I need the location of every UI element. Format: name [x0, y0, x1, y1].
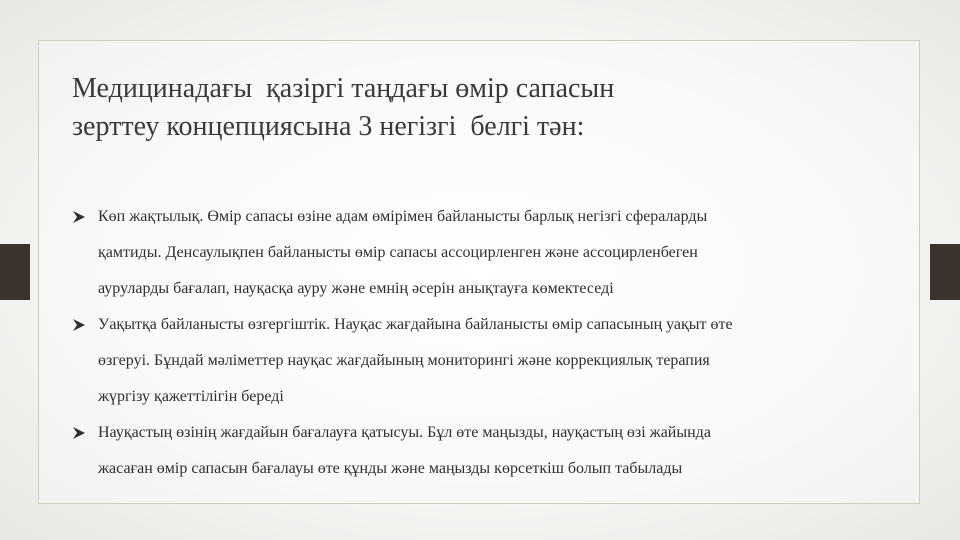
bullet-text-line: Науқастың өзінің жағдайын бағалауға қатысуы. Бұл өте маңызды, науқастың өзі жайында	[98, 424, 711, 441]
arrowhead-bullet-icon	[72, 199, 90, 235]
bullet-text-line: өзгеруі. Бұндай мәліметтер науқас жағдайының мониторингі және коррекциялық терапия	[98, 352, 710, 369]
bullet-text-line: жүргізу қажеттілігін береді	[98, 388, 284, 405]
slide-title	[72, 70, 892, 146]
bullet-list	[72, 199, 912, 487]
arrowhead-bullet-icon	[72, 307, 90, 343]
bullet-text-line: Уақытқа байланысты өзгергіштік. Науқас жағдайына байланысты өмір сапасының уақыт өте	[98, 316, 733, 333]
right-side-tab	[930, 244, 960, 300]
slide-title-line-2: зерттеу концепциясына 3 негізгі белгі тән:	[72, 111, 585, 142]
left-side-tab	[0, 244, 30, 300]
bullet-text-line: жасаған өмір сапасын бағалауы өте құнды және маңызды көрсеткіш болып табылады	[98, 460, 683, 477]
bullet-item-1	[72, 199, 912, 307]
bullet-item-3	[72, 415, 912, 487]
bullet-text-line: қамтиды. Денсаулықпен байланысты өмір сапасы ассоцирленген және ассоцирленбеген	[98, 244, 698, 261]
bullet-text-line: Көп жақтылық. Өмір сапасы өзіне адам өмірімен байланысты барлық негізгі сфераларды	[98, 208, 708, 225]
arrowhead-bullet-icon	[72, 415, 90, 451]
slide-title-line-1: Медицинадағы қазіргі таңдағы өмір сапасын	[72, 73, 615, 104]
bullet-text-line: ауруларды бағалап, науқасқа ауру және емнің әсерін анықтауға көмектеседі	[98, 280, 614, 297]
bullet-item-2	[72, 307, 912, 415]
